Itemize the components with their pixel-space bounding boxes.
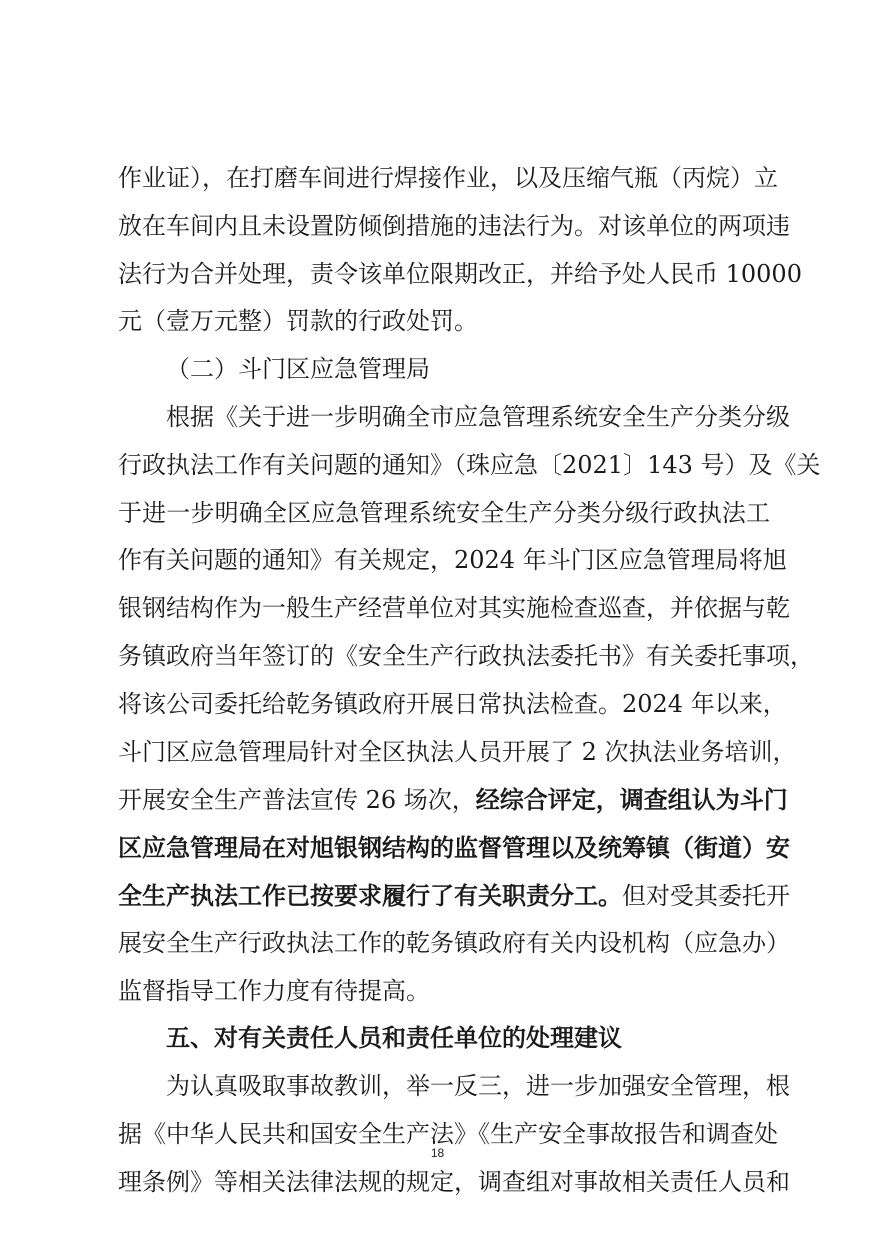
- bold-conclusion-text: 经综合评定，调查组认为斗门: [475, 785, 788, 815]
- paragraph-line: 作有关问题的通知》有关规定，2024 年斗门区应急管理局将旭: [118, 546, 787, 575]
- paragraph-line: 法行为合并处理，责令该单位限期改正，并给予处人民币 10000: [118, 259, 802, 288]
- paragraph-line: 据《中华人民共和国安全生产法》《生产安全事故报告和调查处: [118, 1119, 778, 1148]
- paragraph-line: 为认真吸取事故教训，举一反三，进一步加强安全管理，根: [166, 1072, 790, 1101]
- bold-conclusion-text: 全生产执法工作已按要求履行了有关职责分工。: [118, 880, 622, 910]
- paragraph-line: 理条例》等相关法律法规的规定，调查组对事故相关责任人员和: [118, 1167, 790, 1196]
- section-heading: 五、对有关责任人员和责任单位的处理建议: [166, 1024, 622, 1053]
- bold-conclusion-text: 区应急管理局在对旭银钢结构的监督管理以及统筹镇（街道）安: [118, 833, 790, 863]
- paragraph-line: 元（壹万元整）罚款的行政处罚。: [118, 307, 478, 336]
- paragraph-line: 展安全生产行政执法工作的乾务镇政府有关内设机构（应急办）: [118, 928, 790, 957]
- paragraph-line: 作业证），在打磨车间进行焊接作业，以及压缩气瓶（丙烷）立: [118, 164, 778, 192]
- paragraph-line: [118, 776, 788, 824]
- paragraph-text: 开展安全生产普法宣传 26 场次，: [118, 786, 476, 815]
- paragraph-line: 斗门区应急管理局针对全区执法人员开展了 2 次执法业务培训，: [118, 737, 797, 766]
- subheading: （二）斗门区应急管理局: [166, 355, 430, 384]
- paragraph-line: 行政执法工作有关问题的通知》（珠应急〔2021〕143 号）及《关: [118, 450, 821, 479]
- paragraph-line: 银钢结构作为一般生产经营单位对其实施检查巡查，并依据与乾: [118, 594, 790, 623]
- paragraph-line: 务镇政府当年签订的《安全生产行政执法委托书》有关委托事项，: [118, 641, 814, 670]
- document-body: [118, 155, 821, 1207]
- paragraph-line: 将该公司委托给乾务镇政府开展日常执法检查。2024 年以来，: [118, 689, 787, 718]
- paragraph-line: 放在车间内且未设置防倾倒措施的违法行为。对该单位的两项违: [118, 211, 790, 240]
- paragraph-line: 监督指导工作力度有待提高。: [118, 976, 430, 1005]
- paragraph-line: 于进一步明确全区应急管理系统安全生产分类分级行政执法工: [118, 498, 770, 527]
- paragraph-line: [118, 872, 790, 920]
- paragraph-line: 根据《关于进一步明确全市应急管理系统安全生产分类分级: [166, 402, 790, 431]
- paragraph-text: 但对受其委托开: [622, 881, 790, 910]
- page-number: 18: [430, 1146, 445, 1160]
